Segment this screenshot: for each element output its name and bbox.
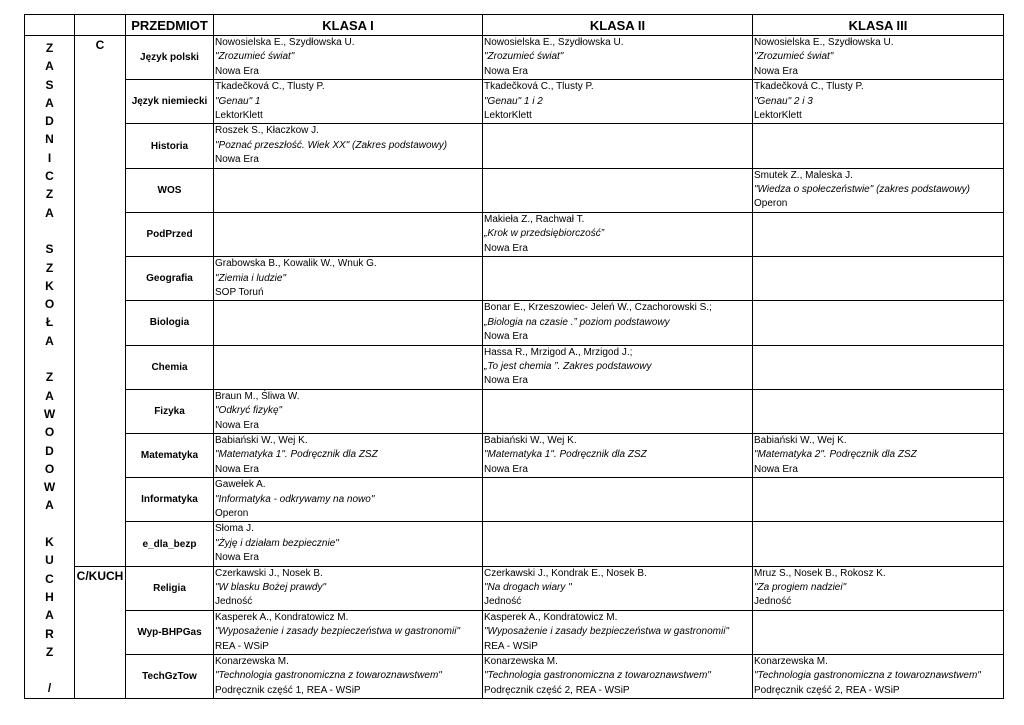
book-cell-k1 [214,124,483,168]
book-cell-k1 [214,257,483,301]
book-cell-k3 [753,212,1004,256]
school-name-letter: Z [45,187,54,202]
table-row [25,257,1004,301]
book-cell-k2 [483,478,753,522]
school-name-letter [25,661,74,679]
school-name-letter: R [45,626,54,641]
book-cell-k2 [483,566,753,610]
book-publisher: SOP Toruń [215,286,264,298]
book-cell-k3 [753,566,1004,610]
book-publisher: LektorKlett [215,110,263,122]
book-author: Czerkawski J., Nosek B. [215,567,323,579]
book-publisher: Nowa Era [215,463,259,475]
table-row [25,522,1004,566]
school-name-letter: N [45,132,54,147]
book-author: Braun M., Śliwa W. [215,390,300,402]
book-title: "Matematyka 1". Podręcznik dla ZSZ [484,449,647,461]
book-cell-k3 [753,124,1004,168]
subject-cell: Biologia [126,301,214,345]
school-name-letter: I [47,150,52,165]
book-publisher: Podręcznik część 2, REA - WSiP [754,684,900,696]
table-row [25,36,1004,80]
book-cell-k3 [753,655,1004,699]
school-name-letter: S [45,242,54,257]
book-title: "Odkryć fizykę" [215,405,283,417]
book-title: "Wyposażenie i zasady bezpieczeństwa w gastronomii" [484,626,729,638]
subject-cell: Wyp-BHPGas [126,610,214,654]
school-name-letter: C [45,571,54,586]
subject-cell: Fizyka [126,389,214,433]
school-name-letter: W [43,480,56,495]
school-name-letter: S [45,77,54,92]
book-title: "Technologia gastronomiczna z towaroznawstwem" [754,670,981,682]
book-author: Tkadečková C., Tlusty P. [215,81,325,93]
header-klasa-2: KLASA II [483,15,753,36]
book-cell-k1 [214,168,483,212]
header-blank-1 [25,15,75,36]
school-name-letter: K [45,535,54,550]
book-title: "Technologia gastronomiczna z towaroznawstwem" [215,670,442,682]
book-publisher: Podręcznik część 2, REA - WSiP [484,684,630,696]
book-cell-k1 [214,80,483,124]
book-title: "W blasku Bożej prawdy" [215,582,327,594]
category-c: C [75,36,126,567]
book-cell-k2 [483,610,753,654]
school-name-letter: Ł [45,315,54,330]
header-blank-2 [75,15,126,36]
school-name-letter: A [45,498,54,513]
book-publisher: Nowa Era [215,65,259,77]
book-title: "Poznać przeszłość. Wiek XX" (Zakres podstawowy) [215,139,448,151]
school-name-letter: O [44,297,55,312]
table-row [25,345,1004,389]
school-name-letter: C [45,169,54,184]
book-author: Mruz S., Nosek B., Rokosz K. [754,567,886,579]
book-cell-k2 [483,36,753,80]
table-row [25,433,1004,477]
book-cell-k1 [214,478,483,522]
book-author: Roszek S., Kłaczkow J. [215,125,319,137]
book-title: "Ziemia i ludzie" [215,272,287,284]
book-author: Smutek Z., Maleska J. [754,169,853,181]
book-title: „Biologia na czasie .” poziom podstawowy [484,316,670,328]
school-name-letter: D [45,114,54,129]
table-row [25,301,1004,345]
school-name-letter: D [45,443,54,458]
book-title: "Żyję i działam bezpiecznie" [215,537,339,549]
book-author: Bonar E., Krzeszowiec- Jeleń W., Czachorowski S.; [484,302,712,314]
table-row [25,610,1004,654]
book-cell-k1 [214,433,483,477]
subject-cell: Język polski [126,36,214,80]
book-title: "Zrozumieć świat" [754,51,834,63]
book-publisher: Nowa Era [215,154,259,166]
header-klasa-3: KLASA III [753,15,1004,36]
book-publisher: Nowa Era [484,65,528,77]
book-publisher: LektorKlett [754,110,802,122]
book-cell-k1 [214,610,483,654]
book-publisher: Nowa Era [754,65,798,77]
table-row [25,389,1004,433]
book-cell-k3 [753,36,1004,80]
book-cell-k2 [483,168,753,212]
table-row [25,212,1004,256]
book-cell-k3 [753,168,1004,212]
school-name-letter: O [44,425,55,440]
book-cell-k3 [753,389,1004,433]
school-name-letter: O [44,461,55,476]
book-title: "Genau" 2 i 3 [754,95,813,107]
textbook-table [24,14,1004,699]
book-cell-k2 [483,257,753,301]
book-publisher: Podręcznik część 1, REA - WSiP [215,684,361,696]
table-row [25,566,1004,610]
table-row [25,478,1004,522]
book-title: "Technologia gastronomiczna z towaroznawstwem" [484,670,711,682]
book-cell-k3 [753,522,1004,566]
book-cell-k2 [483,345,753,389]
school-name-letter [25,515,74,533]
book-title: „To jest chemia ”. Zakres podstawowy [484,360,652,372]
book-author: Tkadečková C., Tlusty P. [484,81,594,93]
book-title: "Informatyka - odkrywamy na nowo" [215,493,375,505]
school-name-letter: H [45,589,54,604]
book-cell-k3 [753,80,1004,124]
book-cell-k1 [214,301,483,345]
book-cell-k3 [753,478,1004,522]
book-publisher: Nowa Era [215,552,259,564]
school-name-letter: A [45,608,54,623]
book-title: "Za progiem nadziei" [754,582,847,594]
book-cell-k2 [483,433,753,477]
book-author: Makieła Z., Rachwał T. [484,213,585,225]
book-author: Nowosielska E., Szydłowska U. [484,37,624,48]
subject-cell: TechGzTow [126,655,214,699]
school-name-letter: Z [45,370,54,385]
book-cell-k3 [753,345,1004,389]
subject-cell: Religia [126,566,214,610]
book-cell-k2 [483,124,753,168]
book-cell-k1 [214,389,483,433]
book-author: Hassa R., Mrzigod A., Mrzigod J.; [484,346,633,358]
table-row [25,168,1004,212]
book-title: "Genau" 1 i 2 [484,95,543,107]
book-cell-k2 [483,522,753,566]
table-row [25,655,1004,699]
subject-cell: Język niemiecki [126,80,214,124]
category-c-kuch: C/KUCH [75,566,126,699]
book-cell-k3 [753,433,1004,477]
school-name-letter: Z [45,41,54,55]
book-title: "Zrozumieć świat" [215,51,295,63]
book-cell-k1 [214,566,483,610]
subject-cell: WOS [126,168,214,212]
school-name-letter: W [43,406,56,421]
subject-cell: e_dla_bezp [126,522,214,566]
book-author: Kasperek A., Kondratowicz M. [484,611,618,623]
book-author: Gawełek A. [215,479,266,491]
book-publisher: Nowa Era [484,242,528,254]
header-przedmiot: PRZEDMIOT [126,15,214,36]
subject-cell: Matematyka [126,433,214,477]
book-author: Kasperek A., Kondratowicz M. [215,611,349,623]
table-row [25,124,1004,168]
subject-cell: Informatyka [126,478,214,522]
book-publisher: Jedność [754,596,792,608]
book-cell-k2 [483,212,753,256]
book-publisher: Nowa Era [484,331,528,343]
book-author: Tkadečková C., Tlusty P. [754,81,864,93]
book-author: Babiański W., Wej K. [754,434,847,446]
school-name-vertical [25,36,75,699]
book-title: "Zrozumieć świat" [484,51,564,63]
school-name-letter [25,222,74,240]
book-cell-k1 [214,345,483,389]
book-publisher: Nowa Era [484,375,528,387]
book-publisher: Operon [754,198,788,210]
subject-cell: Geografia [126,257,214,301]
book-publisher: Jedność [215,596,253,608]
school-name-letter: Z [45,260,54,275]
school-name-letter: A [45,333,54,348]
book-publisher: Jedność [484,596,522,608]
book-title: „Krok w przedsiębiorczość” [484,228,605,240]
book-author: Konarzewska M. [215,656,289,668]
book-cell-k1 [214,655,483,699]
table-row [25,80,1004,124]
book-author: Babiański W., Wej K. [484,434,577,446]
book-cell-k1 [214,36,483,80]
book-cell-k2 [483,389,753,433]
book-author: Czerkawski J., Kondrak E., Nosek B. [484,567,647,579]
subject-cell: Historia [126,124,214,168]
book-title: "Matematyka 2". Podręcznik dla ZSZ [754,449,917,461]
book-cell-k1 [214,522,483,566]
book-cell-k3 [753,301,1004,345]
school-name-letter: Z [45,644,54,659]
book-cell-k2 [483,80,753,124]
book-author: Grabowska B., Kowalik W., Wnuk G. [215,258,377,270]
subject-cell: PodPrzed [126,212,214,256]
header-row [25,15,1004,36]
school-name-letter: A [45,95,54,110]
book-title: "Genau" 1 [215,95,261,107]
school-name-letter: A [45,59,54,74]
book-author: Słoma J. [215,523,254,535]
book-author: Konarzewska M. [754,656,828,668]
school-name-letter: A [45,205,54,220]
book-publisher: LektorKlett [484,110,532,122]
book-publisher: REA - WSiP [484,640,538,652]
book-publisher: Operon [215,508,249,519]
book-publisher: REA - WSiP [215,640,269,652]
subject-cell: Chemia [126,345,214,389]
book-author: Nowosielska E., Szydłowska U. [215,37,355,48]
book-author: Nowosielska E., Szydłowska U. [754,37,894,48]
book-publisher: Nowa Era [215,419,259,431]
book-publisher: Nowa Era [754,463,798,475]
book-cell-k2 [483,655,753,699]
book-title: "Na drogach wiary " [484,582,572,594]
book-title: "Wiedza o społeczeństwie" (zakres podstawowy) [754,184,970,196]
school-name-letter: / [47,681,52,696]
book-cell-k1 [214,212,483,256]
book-cell-k3 [753,257,1004,301]
school-name-letter: U [45,553,54,568]
book-title: "Wyposażenie i zasady bezpieczeństwa w gastronomii" [215,626,460,638]
school-name-letter [25,350,74,368]
header-klasa-1: KLASA I [214,15,483,36]
book-cell-k2 [483,301,753,345]
school-name-letter: K [45,278,54,293]
book-author: Konarzewska M. [484,656,558,668]
school-name-letter: A [45,388,54,403]
book-cell-k3 [753,610,1004,654]
book-title: "Matematyka 1". Podręcznik dla ZSZ [215,449,378,461]
book-author: Babiański W., Wej K. [215,434,308,446]
book-publisher: Nowa Era [484,463,528,475]
